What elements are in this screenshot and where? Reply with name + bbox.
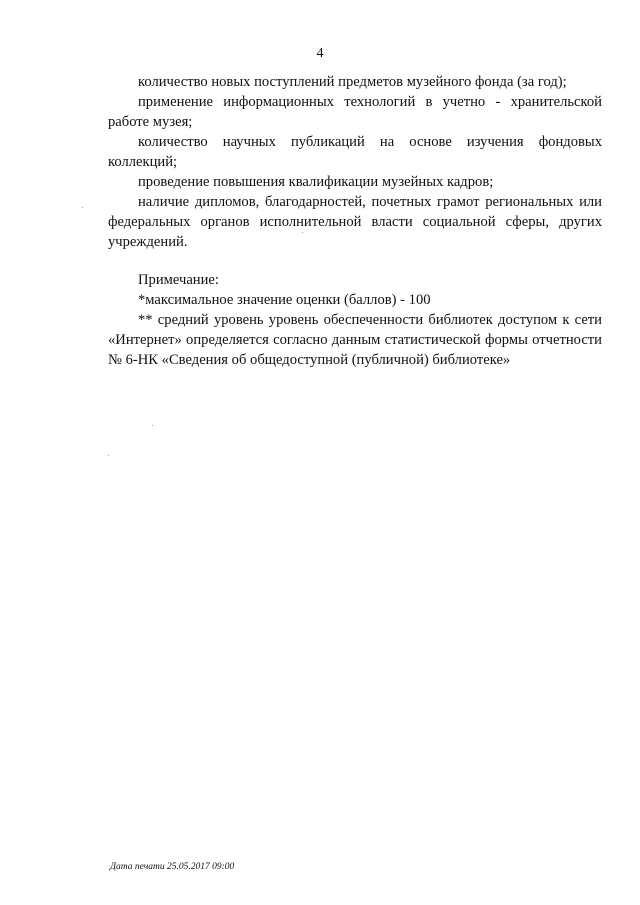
criteria-item: наличие дипломов, благодарностей, почетных грамот региональных или федеральных органов исполнительной власти социальной сферы, других учреждений. [108,194,602,250]
print-date-footer: Дата печати 25.05.2017 09:00 [110,862,235,872]
note-line-internet: ** средний уровень уровень обеспеченности библиотек доступом к сети «Интернет» определяется согласно данным статистической формы отчетности № 6-НК «Сведения об общедоступной (публичной) библиотеке» [108,312,602,368]
document-body [108,72,602,370]
scan-speck [108,455,109,456]
criteria-item: количество научных публикаций на основе изучения фондовых коллекций; [108,134,602,170]
criteria-item: количество новых поступлений предметов музейного фонда (за год); [138,74,567,90]
page-number: 4 [316,46,324,61]
criteria-item: проведение повышения квалификации музейных кадров; [138,174,494,190]
criteria-item: применение информационных технологий в учетно - хранительской работе музея; [108,94,602,130]
scan-speck [82,207,83,208]
note-heading: Примечание: [138,272,219,288]
note-line-max-score: *максимальное значение оценки (баллов) - 100 [138,292,431,308]
paragraph-gap [108,252,602,270]
scan-speck [152,425,153,426]
scan-speck [302,232,303,233]
